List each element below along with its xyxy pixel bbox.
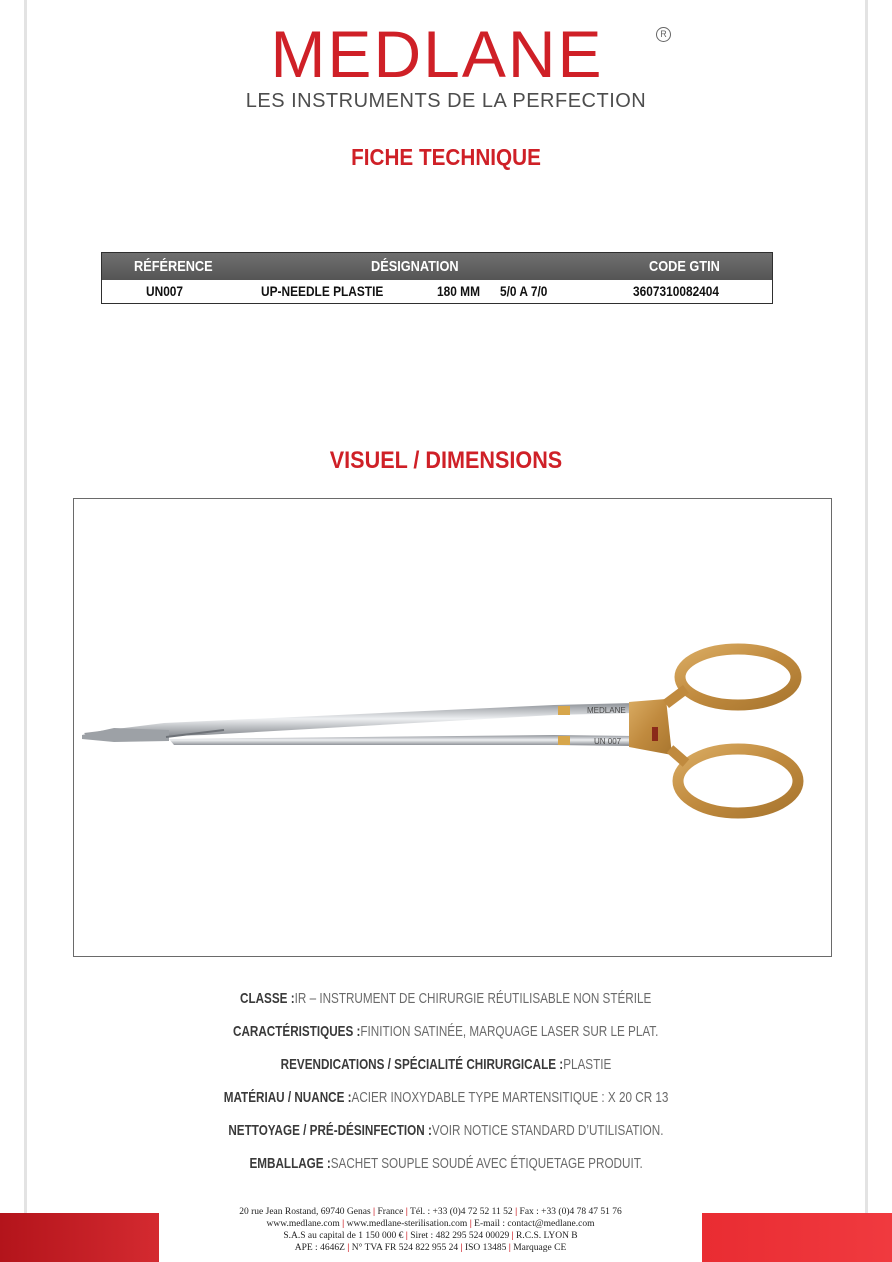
spec-materiau: MATÉRIAU / NUANCE :ACIER INOXYDABLE TYPE MARTENSITIQUE : X 20 CR 13 [223, 1089, 669, 1106]
footer-line-3: S.A.S au capital de 1 150 000 € | Siret : 482 295 524 00029 | R.C.S. LYON B [283, 1231, 578, 1241]
registered-mark-icon: R [656, 27, 671, 42]
spec-revendications: REVENDICATIONS / SPÉCIALITÉ CHIRURGICALE :PLASTIE [280, 1056, 612, 1073]
spec-caracteristiques: CARACTÉRISTIQUES :FINITION SATINÉE, MARQUAGE LASER SUR LE PLAT. [233, 1023, 659, 1040]
page-title: FICHE TECHNIQUE [351, 144, 541, 170]
gold-band-upper [558, 706, 570, 715]
logo-wordmark: MEDLANE [270, 17, 604, 91]
spec-classe: CLASSE :IR – INSTRUMENT DE CHIRURGIE RÉUTILISABLE NON STÉRILE [240, 990, 652, 1007]
footer-red-band-left [0, 1213, 159, 1262]
header-gtin: CODE GTIN [649, 258, 720, 275]
header-designation: DÉSIGNATION [371, 258, 459, 275]
footer-line-4: APE : 4646Z | N° TVA FR 524 822 955 24 | ISO 13485 | Marquage CE [294, 1243, 567, 1253]
gold-band-lower [558, 736, 570, 745]
upper-ring-neck [666, 689, 686, 704]
cell-length: 180 MM [437, 283, 480, 299]
footer-address [159, 1206, 702, 1254]
table-header-row [102, 253, 772, 280]
cell-name: UP-NEEDLE PLASTIE [261, 283, 384, 299]
specifications-list [0, 985, 892, 1183]
cell-reference: UN007 [146, 283, 184, 299]
instrument-image-frame [73, 498, 832, 957]
footer-line-2: www.medlane.com | www.medlane-sterilisation.com | E-mail : contact@medlane.com [266, 1219, 595, 1229]
needle-holder-image [74, 499, 831, 956]
header-reference: RÉFÉRENCE [134, 258, 213, 275]
visual-section-title: VISUEL / DIMENSIONS [329, 447, 563, 474]
box-lock [652, 727, 658, 741]
spec-nettoyage: NETTOYAGE / PRÉ-DÉSINFECTION :VOIR NOTICE STANDARD D’UTILISATION. [228, 1122, 664, 1139]
handle-joint [629, 699, 672, 755]
website-link[interactable]: www.medlane.com [266, 1219, 340, 1229]
footer-line-1: 20 rue Jean Rostand, 69740 Genas | France | Tél. : +33 (0)4 72 52 11 52 | Fax : +33 (0)4 78 47 51 76 [239, 1207, 622, 1217]
upper-finger-ring [680, 649, 796, 705]
cell-gtin: 3607310082404 [633, 283, 720, 299]
medlane-logo [222, 17, 672, 91]
sterilisation-website-link[interactable]: www.medlane-sterilisation.com [346, 1219, 468, 1229]
lower-ring-neck [670, 749, 686, 763]
spec-emballage: EMBALLAGE :SACHET SOUPLE SOUDÉ AVEC ÉTIQUETAGE PRODUIT. [249, 1155, 643, 1172]
footer-red-band-right [702, 1213, 892, 1262]
jaw-tip [82, 728, 169, 742]
tagline: LES INSTRUMENTS DE LA PERFECTION [245, 90, 647, 112]
engraving-reference: UN 007 [594, 737, 622, 746]
engraving-brand: MEDLANE [587, 706, 626, 715]
email-link[interactable]: E-mail : contact@medlane.com [474, 1219, 595, 1229]
table-row [102, 280, 772, 303]
cell-suture: 5/0 A 7/0 [500, 283, 548, 299]
lower-finger-ring [678, 749, 798, 813]
reference-table [101, 252, 773, 304]
